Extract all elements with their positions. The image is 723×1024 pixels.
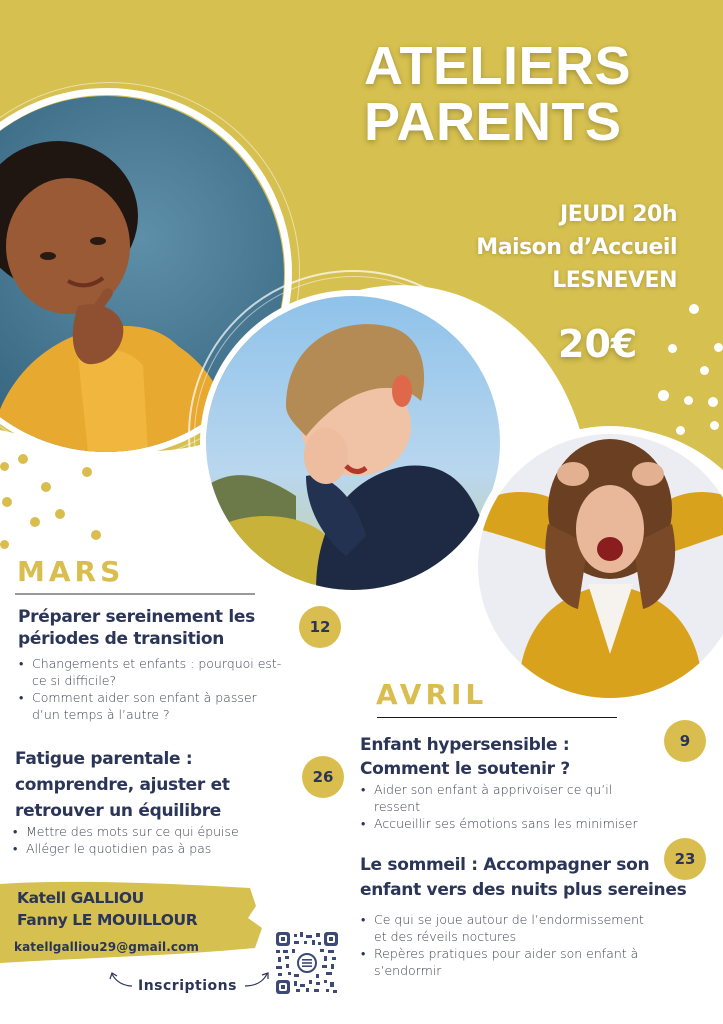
session-title: Le sommeil : Accompagner son enfant vers des nuits plus sereines (360, 855, 687, 900)
bullet-item: • Aider son enfant à apprivoiser ce qu’il ressent (360, 781, 638, 815)
month-divider (15, 593, 255, 595)
contact-name-1: Katell GALLIOU (17, 889, 144, 907)
session-bullets (360, 911, 644, 979)
session-bullets (360, 781, 638, 832)
bullet-item: • Mettre des mots sur ce qui épuise (12, 823, 239, 840)
date-badge: 12 (299, 606, 341, 648)
inscriptions-label: Inscriptions (138, 978, 237, 994)
date-badge: 26 (302, 756, 344, 798)
event-price: 20€ (558, 322, 638, 366)
session-title: Fatigue parentale : comprendre, ajuster et retrouver un équilibre (15, 749, 230, 821)
event-venue: Maison d’Accueil (476, 235, 677, 260)
month-divider (377, 717, 617, 718)
session-title: Préparer sereinement les périodes de transition (18, 607, 255, 649)
month-heading-avril: AVRIL (376, 678, 488, 711)
bullet-item: • Accueillir ses émotions sans les minimiser (360, 815, 638, 832)
session-title: Enfant hypersensible : Comment le soutenir ? (360, 735, 570, 779)
contact-email[interactable]: katellgalliou29@gmail.com (14, 940, 200, 954)
bullet-item: • Repères pratiques pour aider son enfant à s’endormir (360, 945, 644, 979)
page-title (364, 38, 644, 150)
title-line-2: PARENTS (364, 92, 622, 152)
event-info (476, 198, 677, 297)
date-badge: 9 (664, 720, 706, 762)
date-badge: 23 (664, 838, 706, 880)
stressed-woman-photo (478, 434, 723, 698)
bullet-item: • Ce qui se joue autour de l’endormissement et des réveils noctures (360, 911, 644, 945)
event-day-time: JEUDI 20h (560, 202, 677, 227)
session-bullets (12, 823, 239, 857)
month-heading-mars: MARS (17, 555, 125, 588)
contact-name-2: Fanny LE MOUILLOUR (17, 911, 198, 929)
boy-crying-photo (206, 296, 500, 590)
arrow-left-icon (106, 970, 136, 990)
qr-code[interactable] (276, 932, 338, 994)
title-line-1: ATELIERS (364, 36, 632, 96)
event-city: LESNEVEN (552, 268, 677, 293)
bullet-item: • Comment aider son enfant à passer d’un temps à l’autre ? (18, 689, 281, 723)
bullet-item: • Changements et enfants : pourquoi est- ce si difficile? (18, 655, 281, 689)
arrow-right-icon (243, 970, 273, 990)
session-bullets (18, 655, 281, 723)
bullet-item: • Alléger le quotidien pas à pas (12, 840, 239, 857)
